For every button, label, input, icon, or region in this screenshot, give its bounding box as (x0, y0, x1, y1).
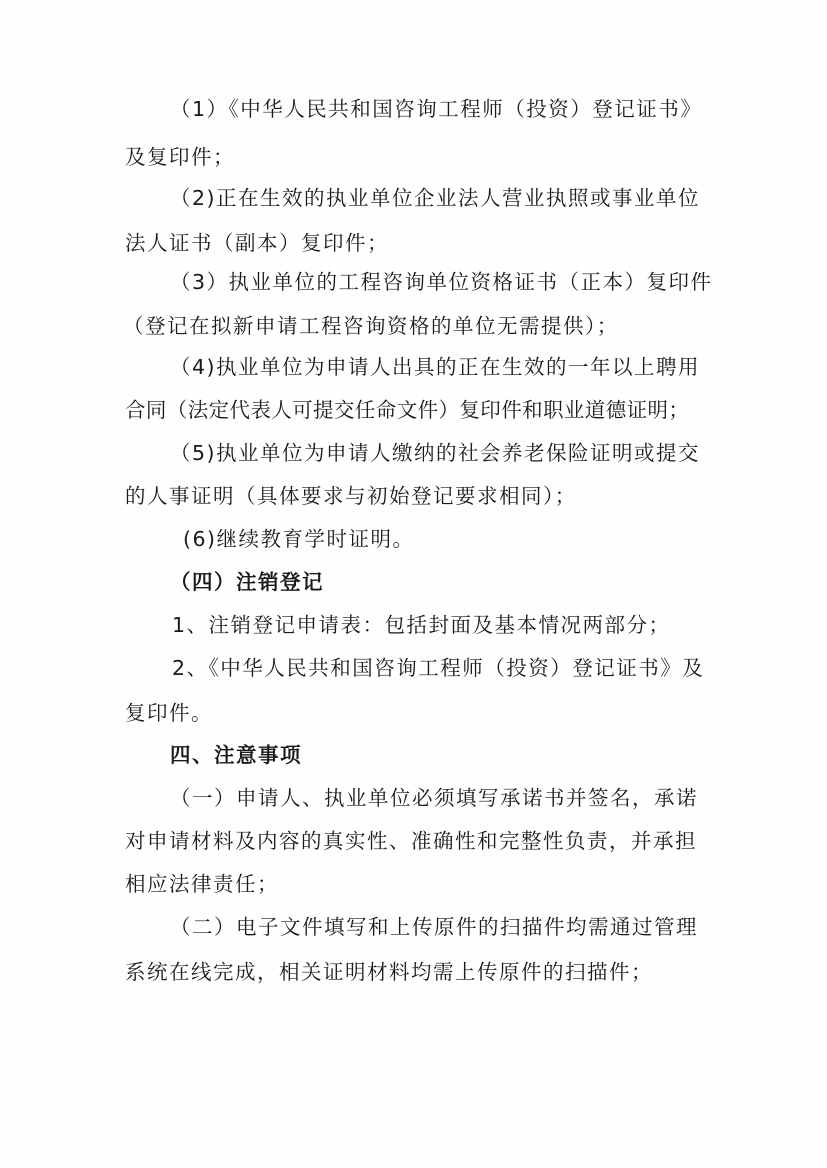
paragraph-line-14: 2、《中华人民共和国咨询工程师（投资）登记证书》及 (172, 656, 705, 680)
paragraph-line-17: （一）申请人、执业单位必须填写承诺书并签名，承诺 (170, 786, 698, 810)
paragraph-line-5: （3）执业单位的工程咨询单位资格证书（正本）复印件 (170, 270, 713, 294)
paragraph-line-7: （4)执业单位为申请人出具的正在生效的一年以上聘用 (170, 355, 701, 379)
paragraph-line-19: 相应法律责任； (125, 872, 279, 896)
paragraph-line-10: 的人事证明（具体要求与初始登记要求相同）； (125, 484, 577, 508)
section-heading-cancellation: （四）注销登记 (170, 570, 324, 594)
paragraph-line-2: 及复印件； (125, 145, 235, 169)
paragraph-line-11: (6)继续教育学时证明。 (183, 527, 415, 551)
paragraph-line-3: （2)正在生效的执业单位企业法人营业执照或事业单位 (170, 186, 701, 210)
paragraph-line-8: 合同（法定代表人可提交任命文件）复印件和职业道德证明； (125, 398, 690, 422)
paragraph-line-20: （二）电子文件填写和上传原件的扫描件均需通过管理 (170, 915, 698, 939)
paragraph-line-4: 法人证书（副本）复印件； (125, 231, 389, 255)
paragraph-line-21: 系统在线完成，相关证明材料均需上传原件的扫描件； (125, 960, 653, 984)
paragraph-line-18: 对申请材料及内容的真实性、准确性和完整性负责，并承担 (125, 829, 697, 853)
paragraph-line-15: 复印件。 (125, 701, 213, 725)
paragraph-line-13: 1、注销登记申请表：包括封面及基本情况两部分； (172, 613, 671, 637)
paragraph-line-1: （1）《中华人民共和国咨询工程师（投资）登记证书》 (170, 97, 703, 121)
paragraph-line-9: （5)执业单位为申请人缴纳的社会养老保险证明或提交 (170, 441, 701, 465)
section-heading-notes: 四、注意事项 (170, 743, 302, 767)
paragraph-line-6: （登记在拟新申请工程咨询资格的单位无需提供）； (123, 314, 619, 338)
